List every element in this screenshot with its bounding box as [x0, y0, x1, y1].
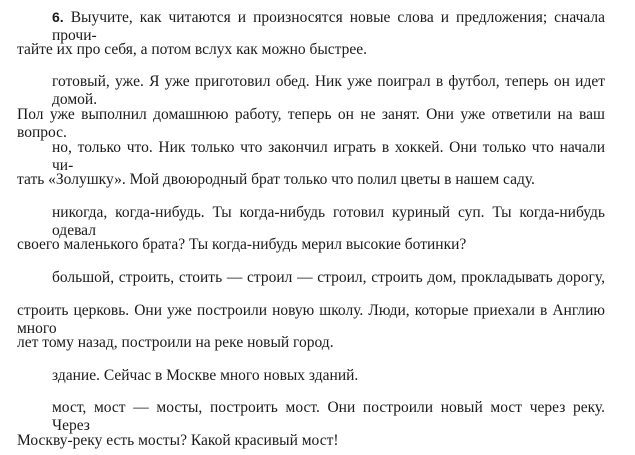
exercise-number: 6.: [52, 9, 64, 25]
text-line: тать «Золушку». Мой двоюродный брат только что полил цветы в нашем саду.: [17, 171, 535, 188]
text-line: но, только что. Ник только что закончил играть в хоккей. Они только что начали чи-: [52, 139, 605, 174]
text-line: [52, 8, 605, 44]
text-line: мост, мост — мосты, построить мост. Они построили новый мост через реку. Через: [52, 399, 605, 434]
text-line: готовый, уже. Я уже приготовил обед. Ник уже поиграл в футбол, теперь он идет домой.: [52, 73, 605, 108]
text-line: тайте их про себя, а потом вслух как можно быстрее.: [17, 41, 368, 58]
text-line: Пол уже выполнил домашнюю работу, теперь он не занят. Они уже ответили на ваш вопрос.: [17, 106, 605, 141]
text-line: здание. Сейчас в Москве много новых зданий.: [52, 367, 359, 384]
text-line: своего маленького брата? Ты когда-нибудь мерил высокие ботинки?: [17, 236, 467, 253]
text-line: лет тому назад, построили на реке новый город.: [17, 334, 334, 351]
text-line: большой, строить, стоить — строил — строил, строить дом, прокладывать дорогу,: [52, 269, 605, 286]
text-line: никогда, когда-нибудь. Ты когда-нибудь готовил куриный суп. Ты когда-нибудь одевал: [52, 204, 605, 239]
text-line: строить церковь. Они уже построили новую школу. Люди, которые приехали в Англию много: [17, 302, 605, 337]
text-fragment: Выучите, как читаются и произносятся новые слова и предложения; сначала прочи-: [52, 9, 605, 44]
text-line: Москву-реку есть мосты? Какой красивый мост!: [17, 432, 339, 449]
